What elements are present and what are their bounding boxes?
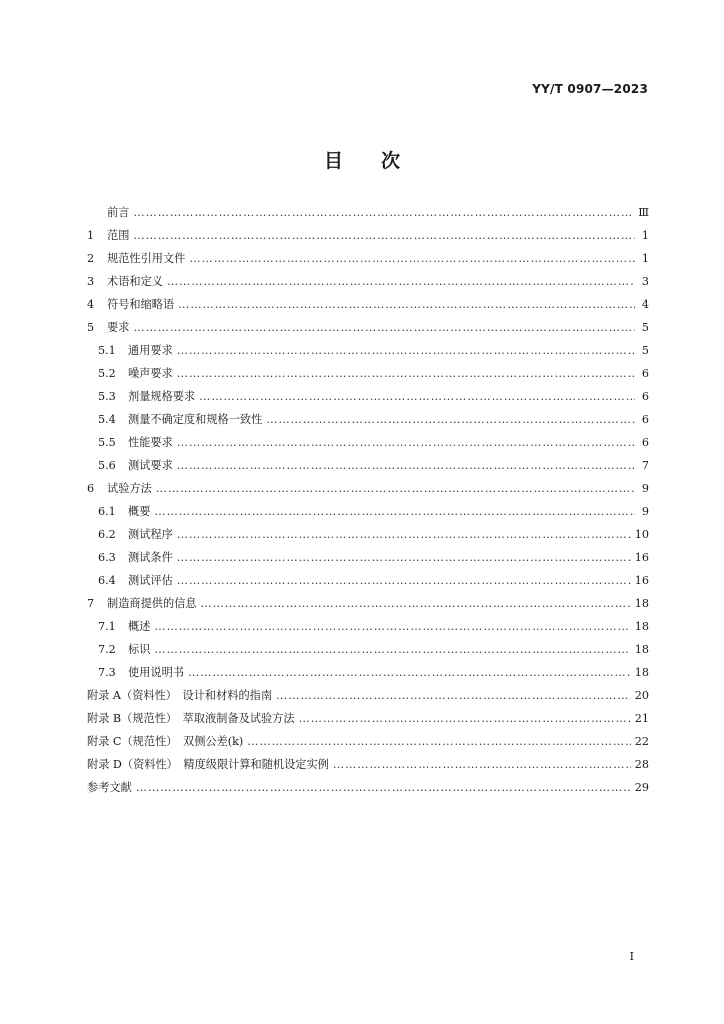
toc-entry[interactable] <box>87 595 649 618</box>
toc-entry-number: 7.3 <box>98 666 116 679</box>
toc-dot-leader <box>276 689 631 702</box>
toc-entry-page: 5 <box>641 344 649 357</box>
page-number: I <box>629 950 634 963</box>
toc-entry-label: 试验方法 <box>107 482 152 495</box>
toc-entry-number: 5.6 <box>98 459 116 472</box>
toc-entry-page: 20 <box>634 689 649 702</box>
toc-entry[interactable] <box>87 503 649 526</box>
toc-entry-number: 5.5 <box>98 436 116 449</box>
toc-entry-number: 6.2 <box>98 528 116 541</box>
toc-entry[interactable] <box>87 365 649 388</box>
toc-entry[interactable] <box>87 296 649 319</box>
toc-entry-label: 标识 <box>128 643 151 656</box>
toc-entry-page: 3 <box>641 275 649 288</box>
toc-entry-page: 29 <box>634 781 649 794</box>
toc-entry-number: 5.1 <box>98 344 116 357</box>
toc-entry-label: 测试条件 <box>128 551 173 564</box>
toc-entry-number: 3 <box>87 275 95 288</box>
toc-entry[interactable] <box>87 710 649 733</box>
toc-entry-number: 6 <box>87 482 95 495</box>
toc-entry-label: 剂量规格要求 <box>128 390 196 403</box>
toc-entry-page: 7 <box>641 459 649 472</box>
toc-entry-label: 制造商提供的信息 <box>107 597 197 610</box>
toc-entry[interactable] <box>87 756 649 779</box>
toc-entry-label: 符号和缩略语 <box>107 298 175 311</box>
toc-entry-label: 测试评估 <box>128 574 173 587</box>
toc-entry[interactable] <box>87 779 649 802</box>
toc-dot-leader <box>167 275 635 288</box>
toc-entry-page: 4 <box>641 298 649 311</box>
toc-dot-leader <box>247 735 630 748</box>
toc-dot-leader <box>177 574 631 587</box>
toc-dot-leader <box>188 666 631 679</box>
toc-entry-page: 5 <box>641 321 649 334</box>
toc-entry[interactable] <box>87 250 649 273</box>
toc-entry-number: 1 <box>87 229 95 242</box>
toc-entry[interactable] <box>87 733 649 756</box>
toc-dot-leader <box>299 712 631 725</box>
toc-dot-leader <box>189 252 635 265</box>
toc-entry-label: 测试要求 <box>128 459 173 472</box>
toc-entry[interactable] <box>87 204 649 227</box>
toc-dot-leader <box>136 781 631 794</box>
toc-entry-label: 附录 C（规范性） 双侧公差(k) <box>87 735 244 748</box>
toc-dot-leader <box>177 551 631 564</box>
toc-entry-page: 16 <box>634 574 649 587</box>
toc-entry-label: 附录 D（资料性） 精度级限计算和随机设定实例 <box>87 758 329 771</box>
toc-dot-leader <box>201 597 631 610</box>
toc-entry-number: 4 <box>87 298 95 311</box>
toc-entry-page: 18 <box>634 620 649 633</box>
toc-entry-page: 6 <box>641 413 649 426</box>
toc-dot-leader <box>154 643 630 656</box>
toc-entry-page: 22 <box>634 735 649 748</box>
toc-dot-leader <box>177 367 635 380</box>
toc-entry-label: 使用说明书 <box>128 666 184 679</box>
toc-entry[interactable] <box>87 388 649 411</box>
toc-entry-number: 6.4 <box>98 574 116 587</box>
toc-entry-label: 概要 <box>128 505 151 518</box>
toc-entry[interactable] <box>87 480 649 503</box>
toc-dot-leader <box>333 758 631 771</box>
toc-entry-number: 7.2 <box>98 643 116 656</box>
toc-entry-number: 5.4 <box>98 413 116 426</box>
toc-entry-page: 10 <box>634 528 649 541</box>
toc-entry-number: 6.1 <box>98 505 116 518</box>
toc-entry-number: 7.1 <box>98 620 116 633</box>
toc-entry-number: 7 <box>87 597 95 610</box>
toc-entry[interactable] <box>87 572 649 595</box>
toc-entry-number: 5 <box>87 321 95 334</box>
toc-entry-number: 6.3 <box>98 551 116 564</box>
toc-dot-leader <box>133 229 635 242</box>
toc-entry-label: 前言 <box>107 206 130 219</box>
toc-dot-leader <box>154 505 635 518</box>
toc-entry[interactable] <box>87 319 649 342</box>
toc-entry-label: 规范性引用文件 <box>107 252 186 265</box>
toc-entry-page: 9 <box>641 482 649 495</box>
toc-entry[interactable] <box>87 687 649 710</box>
toc-entry-label: 测量不确定度和规格一致性 <box>128 413 263 426</box>
toc-dot-leader <box>178 298 635 311</box>
toc-entry-label: 通用要求 <box>128 344 173 357</box>
toc-entry[interactable] <box>87 342 649 365</box>
toc-entry-label: 性能要求 <box>128 436 173 449</box>
toc-entry-page: Ⅲ <box>638 206 649 219</box>
toc-entry[interactable] <box>87 549 649 572</box>
page-title: 目 次 <box>323 150 400 172</box>
toc-dot-leader <box>177 344 635 357</box>
toc-dot-leader <box>156 482 635 495</box>
toc-entry-label: 术语和定义 <box>107 275 163 288</box>
toc-dot-leader <box>133 321 635 334</box>
toc-dot-leader <box>199 390 635 403</box>
toc-entry[interactable] <box>87 411 649 434</box>
toc-entry[interactable] <box>87 273 649 296</box>
toc-entry-number: 5.2 <box>98 367 116 380</box>
toc-dot-leader <box>177 459 635 472</box>
toc-entry-label: 噪声要求 <box>128 367 173 380</box>
toc-entry-page: 18 <box>634 666 649 679</box>
toc-entry-page: 18 <box>634 597 649 610</box>
toc-entry[interactable] <box>87 618 649 641</box>
toc-entry[interactable] <box>87 664 649 687</box>
toc-entry-page: 6 <box>641 390 649 403</box>
toc-entry-page: 1 <box>641 229 649 242</box>
toc-entry[interactable] <box>87 457 649 480</box>
toc-entry-page: 16 <box>634 551 649 564</box>
table-of-contents <box>87 204 649 802</box>
toc-entry-page: 1 <box>641 252 649 265</box>
toc-entry-page: 21 <box>634 712 649 725</box>
toc-entry-number: 2 <box>87 252 95 265</box>
toc-entry-label: 要求 <box>107 321 130 334</box>
toc-entry-label: 附录 B（规范性） 萃取液制备及试验方法 <box>87 712 295 725</box>
toc-entry[interactable] <box>87 227 649 250</box>
toc-entry-page: 6 <box>641 436 649 449</box>
toc-entry-label: 附录 A（资料性） 设计和材料的指南 <box>87 689 273 702</box>
toc-entry-page: 6 <box>641 367 649 380</box>
toc-dot-leader <box>177 436 635 449</box>
toc-dot-leader <box>154 620 630 633</box>
toc-entry-label: 测试程序 <box>128 528 173 541</box>
standard-code: YY/T 0907—2023 <box>532 82 648 96</box>
toc-entry[interactable] <box>87 641 649 664</box>
toc-entry-page: 28 <box>634 758 649 771</box>
toc-entry-number: 5.3 <box>98 390 116 403</box>
toc-dot-leader <box>266 413 635 426</box>
toc-entry-label: 概述 <box>128 620 151 633</box>
toc-entry[interactable] <box>87 526 649 549</box>
toc-entry-label: 参考文献 <box>87 781 132 794</box>
toc-entry-page: 18 <box>634 643 649 656</box>
toc-dot-leader <box>177 528 631 541</box>
toc-entry[interactable] <box>87 434 649 457</box>
toc-entry-page: 9 <box>641 505 649 518</box>
toc-entry-label: 范围 <box>107 229 130 242</box>
toc-dot-leader <box>133 206 634 219</box>
